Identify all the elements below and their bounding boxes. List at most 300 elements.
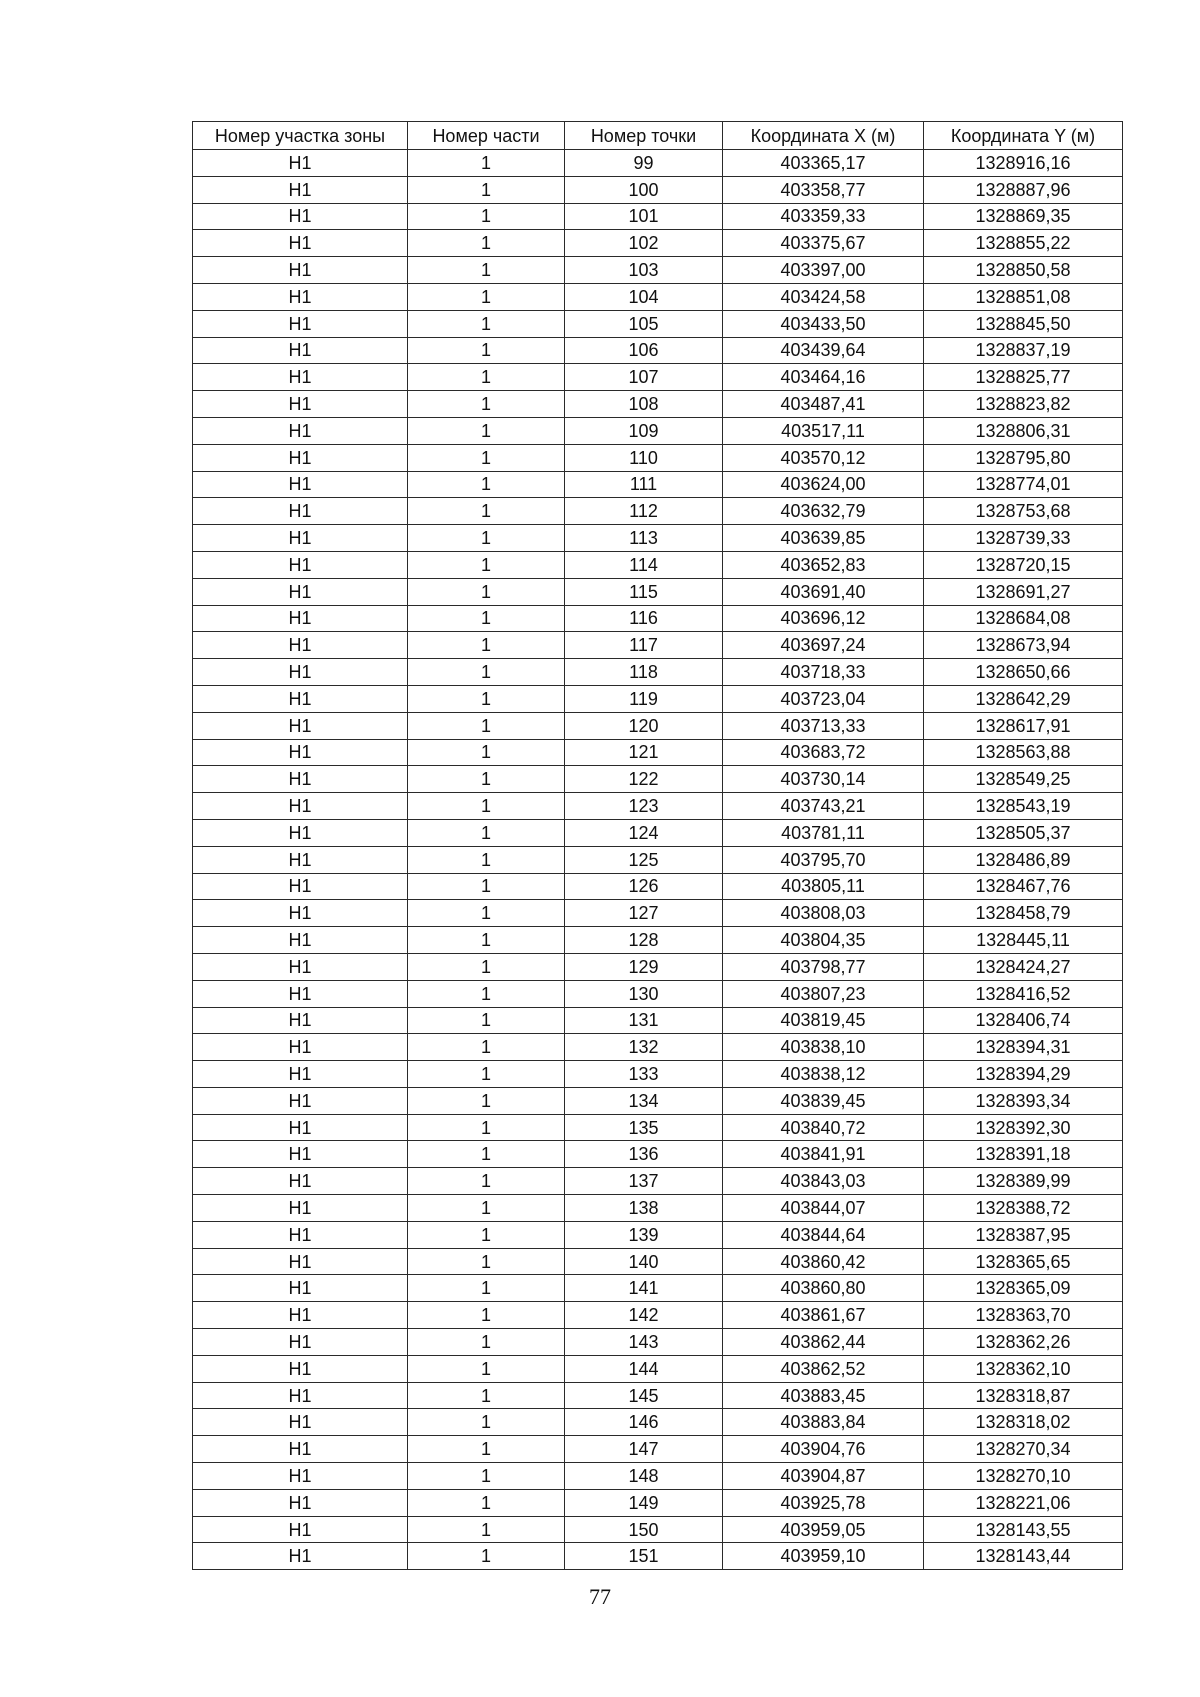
cell-point-number: 132: [565, 1034, 723, 1061]
table-row: [193, 150, 1123, 177]
cell-coordinate-x: 403860,80: [723, 1275, 924, 1302]
cell-zone-section: Н1: [193, 364, 408, 391]
cell-zone-section: Н1: [193, 1034, 408, 1061]
cell-coordinate-y: 1328851,08: [924, 283, 1123, 310]
cell-coordinate-x: 403839,45: [723, 1087, 924, 1114]
cell-point-number: 147: [565, 1436, 723, 1463]
cell-point-number: 136: [565, 1141, 723, 1168]
header-part-number: Номер части: [408, 122, 565, 150]
coordinates-table: [192, 121, 1123, 1570]
table-row: [193, 846, 1123, 873]
cell-coordinate-y: 1328362,26: [924, 1329, 1123, 1356]
cell-zone-section: Н1: [193, 873, 408, 900]
cell-coordinate-x: 403844,64: [723, 1221, 924, 1248]
cell-part-number: 1: [408, 1382, 565, 1409]
cell-point-number: 125: [565, 846, 723, 873]
cell-part-number: 1: [408, 766, 565, 793]
cell-coordinate-y: 1328143,44: [924, 1543, 1123, 1570]
table-row: [193, 685, 1123, 712]
table-row: [193, 793, 1123, 820]
table-row: [193, 873, 1123, 900]
cell-point-number: 137: [565, 1168, 723, 1195]
cell-coordinate-y: 1328774,01: [924, 471, 1123, 498]
cell-zone-section: Н1: [193, 1355, 408, 1382]
cell-zone-section: Н1: [193, 578, 408, 605]
header-coordinate-x: Координата X (м): [723, 122, 924, 150]
cell-point-number: 119: [565, 685, 723, 712]
cell-zone-section: Н1: [193, 1061, 408, 1088]
cell-point-number: 127: [565, 900, 723, 927]
cell-coordinate-y: 1328221,06: [924, 1489, 1123, 1516]
cell-point-number: 115: [565, 578, 723, 605]
cell-part-number: 1: [408, 525, 565, 552]
cell-zone-section: Н1: [193, 337, 408, 364]
cell-zone-section: Н1: [193, 176, 408, 203]
cell-part-number: 1: [408, 873, 565, 900]
cell-coordinate-y: 1328823,82: [924, 391, 1123, 418]
cell-coordinate-x: 403798,77: [723, 953, 924, 980]
cell-part-number: 1: [408, 953, 565, 980]
cell-part-number: 1: [408, 1034, 565, 1061]
table-row: [193, 1221, 1123, 1248]
cell-part-number: 1: [408, 1141, 565, 1168]
cell-coordinate-x: 403861,67: [723, 1302, 924, 1329]
cell-zone-section: Н1: [193, 819, 408, 846]
cell-part-number: 1: [408, 1087, 565, 1114]
cell-coordinate-y: 1328318,87: [924, 1382, 1123, 1409]
cell-coordinate-y: 1328445,11: [924, 927, 1123, 954]
table-row: [193, 551, 1123, 578]
table-row: [193, 1141, 1123, 1168]
cell-coordinate-x: 403838,12: [723, 1061, 924, 1088]
cell-point-number: 118: [565, 659, 723, 686]
cell-zone-section: Н1: [193, 766, 408, 793]
cell-coordinate-x: 403375,67: [723, 230, 924, 257]
cell-point-number: 151: [565, 1543, 723, 1570]
cell-part-number: 1: [408, 980, 565, 1007]
table-row: [193, 364, 1123, 391]
cell-zone-section: Н1: [193, 1409, 408, 1436]
cell-coordinate-y: 1328394,31: [924, 1034, 1123, 1061]
cell-part-number: 1: [408, 1302, 565, 1329]
cell-point-number: 100: [565, 176, 723, 203]
cell-point-number: 113: [565, 525, 723, 552]
cell-coordinate-x: 403883,45: [723, 1382, 924, 1409]
table-row: [193, 283, 1123, 310]
cell-coordinate-y: 1328650,66: [924, 659, 1123, 686]
cell-point-number: 123: [565, 793, 723, 820]
cell-zone-section: Н1: [193, 953, 408, 980]
cell-part-number: 1: [408, 1248, 565, 1275]
table-row: [193, 337, 1123, 364]
cell-part-number: 1: [408, 605, 565, 632]
cell-point-number: 108: [565, 391, 723, 418]
cell-part-number: 1: [408, 1489, 565, 1516]
cell-coordinate-y: 1328753,68: [924, 498, 1123, 525]
cell-coordinate-x: 403359,33: [723, 203, 924, 230]
cell-coordinate-y: 1328739,33: [924, 525, 1123, 552]
cell-coordinate-x: 403570,12: [723, 444, 924, 471]
cell-part-number: 1: [408, 1061, 565, 1088]
cell-point-number: 103: [565, 257, 723, 284]
cell-point-number: 134: [565, 1087, 723, 1114]
cell-coordinate-y: 1328617,91: [924, 712, 1123, 739]
table-row: [193, 417, 1123, 444]
cell-coordinate-x: 403358,77: [723, 176, 924, 203]
cell-coordinate-x: 403843,03: [723, 1168, 924, 1195]
cell-point-number: 126: [565, 873, 723, 900]
cell-coordinate-y: 1328684,08: [924, 605, 1123, 632]
header-coordinate-y: Координата Y (м): [924, 122, 1123, 150]
cell-point-number: 133: [565, 1061, 723, 1088]
cell-part-number: 1: [408, 498, 565, 525]
cell-part-number: 1: [408, 1436, 565, 1463]
cell-part-number: 1: [408, 551, 565, 578]
cell-coordinate-y: 1328467,76: [924, 873, 1123, 900]
table-body: [193, 150, 1123, 1570]
cell-zone-section: Н1: [193, 1463, 408, 1490]
table-row: [193, 1543, 1123, 1570]
cell-point-number: 143: [565, 1329, 723, 1356]
table-row: [193, 1195, 1123, 1222]
cell-zone-section: Н1: [193, 391, 408, 418]
cell-coordinate-x: 403862,44: [723, 1329, 924, 1356]
cell-zone-section: Н1: [193, 1382, 408, 1409]
table-row: [193, 1382, 1123, 1409]
cell-part-number: 1: [408, 257, 565, 284]
cell-part-number: 1: [408, 1543, 565, 1570]
table-row: [193, 1007, 1123, 1034]
table-row: [193, 927, 1123, 954]
cell-coordinate-y: 1328392,30: [924, 1114, 1123, 1141]
cell-coordinate-x: 403840,72: [723, 1114, 924, 1141]
cell-part-number: 1: [408, 417, 565, 444]
table-row: [193, 203, 1123, 230]
cell-zone-section: Н1: [193, 310, 408, 337]
cell-coordinate-y: 1328391,18: [924, 1141, 1123, 1168]
cell-coordinate-x: 403904,76: [723, 1436, 924, 1463]
cell-coordinate-y: 1328406,74: [924, 1007, 1123, 1034]
cell-part-number: 1: [408, 176, 565, 203]
cell-coordinate-y: 1328394,29: [924, 1061, 1123, 1088]
table-row: [193, 1436, 1123, 1463]
cell-zone-section: Н1: [193, 230, 408, 257]
cell-part-number: 1: [408, 150, 565, 177]
cell-zone-section: Н1: [193, 927, 408, 954]
cell-coordinate-y: 1328563,88: [924, 739, 1123, 766]
cell-point-number: 135: [565, 1114, 723, 1141]
table-row: [193, 1248, 1123, 1275]
cell-zone-section: Н1: [193, 1436, 408, 1463]
cell-part-number: 1: [408, 337, 565, 364]
cell-zone-section: Н1: [193, 1221, 408, 1248]
table-row: [193, 1355, 1123, 1382]
cell-zone-section: Н1: [193, 1543, 408, 1570]
table-row: [193, 230, 1123, 257]
cell-coordinate-y: 1328916,16: [924, 150, 1123, 177]
cell-part-number: 1: [408, 230, 565, 257]
cell-point-number: 139: [565, 1221, 723, 1248]
cell-zone-section: Н1: [193, 712, 408, 739]
cell-zone-section: Н1: [193, 1516, 408, 1543]
cell-coordinate-y: 1328543,19: [924, 793, 1123, 820]
cell-zone-section: Н1: [193, 150, 408, 177]
cell-zone-section: Н1: [193, 203, 408, 230]
cell-zone-section: Н1: [193, 1195, 408, 1222]
cell-point-number: 131: [565, 1007, 723, 1034]
cell-part-number: 1: [408, 203, 565, 230]
cell-coordinate-x: 403365,17: [723, 150, 924, 177]
cell-coordinate-y: 1328416,52: [924, 980, 1123, 1007]
cell-part-number: 1: [408, 283, 565, 310]
cell-point-number: 120: [565, 712, 723, 739]
cell-zone-section: Н1: [193, 1141, 408, 1168]
cell-coordinate-y: 1328362,10: [924, 1355, 1123, 1382]
cell-part-number: 1: [408, 1516, 565, 1543]
cell-part-number: 1: [408, 793, 565, 820]
cell-point-number: 105: [565, 310, 723, 337]
table-row: [193, 1516, 1123, 1543]
cell-zone-section: Н1: [193, 632, 408, 659]
cell-point-number: 150: [565, 1516, 723, 1543]
cell-part-number: 1: [408, 1463, 565, 1490]
table-row: [193, 1087, 1123, 1114]
table-row: [193, 659, 1123, 686]
cell-zone-section: Н1: [193, 659, 408, 686]
cell-point-number: 148: [565, 1463, 723, 1490]
cell-point-number: 102: [565, 230, 723, 257]
cell-zone-section: Н1: [193, 471, 408, 498]
table-row: [193, 1329, 1123, 1356]
cell-coordinate-y: 1328825,77: [924, 364, 1123, 391]
cell-zone-section: Н1: [193, 1329, 408, 1356]
table-row: [193, 605, 1123, 632]
cell-part-number: 1: [408, 1409, 565, 1436]
cell-coordinate-x: 403860,42: [723, 1248, 924, 1275]
table-row: [193, 1168, 1123, 1195]
cell-point-number: 149: [565, 1489, 723, 1516]
cell-coordinate-x: 403819,45: [723, 1007, 924, 1034]
cell-zone-section: Н1: [193, 551, 408, 578]
cell-part-number: 1: [408, 471, 565, 498]
cell-coordinate-x: 403904,87: [723, 1463, 924, 1490]
cell-coordinate-y: 1328270,10: [924, 1463, 1123, 1490]
cell-part-number: 1: [408, 712, 565, 739]
cell-coordinate-x: 403487,41: [723, 391, 924, 418]
cell-zone-section: Н1: [193, 1302, 408, 1329]
cell-coordinate-y: 1328855,22: [924, 230, 1123, 257]
cell-coordinate-x: 403433,50: [723, 310, 924, 337]
cell-coordinate-x: 403397,00: [723, 257, 924, 284]
cell-coordinate-x: 403844,07: [723, 1195, 924, 1222]
table-row: [193, 712, 1123, 739]
cell-zone-section: Н1: [193, 739, 408, 766]
cell-point-number: 99: [565, 150, 723, 177]
cell-point-number: 112: [565, 498, 723, 525]
cell-part-number: 1: [408, 685, 565, 712]
cell-coordinate-y: 1328806,31: [924, 417, 1123, 444]
cell-part-number: 1: [408, 659, 565, 686]
cell-point-number: 145: [565, 1382, 723, 1409]
table-header-row: [193, 122, 1123, 150]
cell-coordinate-y: 1328869,35: [924, 203, 1123, 230]
table-row: [193, 1114, 1123, 1141]
cell-part-number: 1: [408, 1355, 565, 1382]
cell-coordinate-x: 403730,14: [723, 766, 924, 793]
cell-coordinate-x: 403624,00: [723, 471, 924, 498]
cell-zone-section: Н1: [193, 283, 408, 310]
cell-point-number: 141: [565, 1275, 723, 1302]
cell-coordinate-y: 1328458,79: [924, 900, 1123, 927]
cell-point-number: 130: [565, 980, 723, 1007]
cell-point-number: 129: [565, 953, 723, 980]
cell-zone-section: Н1: [193, 525, 408, 552]
cell-coordinate-x: 403639,85: [723, 525, 924, 552]
table-row: [193, 257, 1123, 284]
cell-coordinate-x: 403808,03: [723, 900, 924, 927]
cell-zone-section: Н1: [193, 846, 408, 873]
cell-part-number: 1: [408, 927, 565, 954]
cell-coordinate-y: 1328642,29: [924, 685, 1123, 712]
cell-coordinate-y: 1328845,50: [924, 310, 1123, 337]
header-zone-section-number: Номер участка зоны: [193, 122, 408, 150]
cell-zone-section: Н1: [193, 1007, 408, 1034]
cell-coordinate-x: 403804,35: [723, 927, 924, 954]
cell-coordinate-y: 1328887,96: [924, 176, 1123, 203]
cell-coordinate-x: 403723,04: [723, 685, 924, 712]
cell-part-number: 1: [408, 1221, 565, 1248]
cell-part-number: 1: [408, 578, 565, 605]
cell-point-number: 104: [565, 283, 723, 310]
cell-coordinate-y: 1328850,58: [924, 257, 1123, 284]
table-row: [193, 1463, 1123, 1490]
cell-zone-section: Н1: [193, 1114, 408, 1141]
table-row: [193, 766, 1123, 793]
cell-coordinate-y: 1328795,80: [924, 444, 1123, 471]
cell-coordinate-x: 403925,78: [723, 1489, 924, 1516]
cell-point-number: 144: [565, 1355, 723, 1382]
cell-coordinate-x: 403424,58: [723, 283, 924, 310]
cell-zone-section: Н1: [193, 417, 408, 444]
cell-coordinate-x: 403743,21: [723, 793, 924, 820]
cell-coordinate-y: 1328486,89: [924, 846, 1123, 873]
cell-coordinate-x: 403862,52: [723, 1355, 924, 1382]
cell-zone-section: Н1: [193, 1087, 408, 1114]
cell-part-number: 1: [408, 1195, 565, 1222]
table-row: [193, 1275, 1123, 1302]
cell-coordinate-x: 403696,12: [723, 605, 924, 632]
cell-coordinate-y: 1328837,19: [924, 337, 1123, 364]
cell-coordinate-x: 403713,33: [723, 712, 924, 739]
cell-coordinate-y: 1328549,25: [924, 766, 1123, 793]
cell-point-number: 124: [565, 819, 723, 846]
cell-coordinate-x: 403652,83: [723, 551, 924, 578]
cell-coordinate-y: 1328505,37: [924, 819, 1123, 846]
cell-part-number: 1: [408, 391, 565, 418]
cell-coordinate-x: 403795,70: [723, 846, 924, 873]
cell-part-number: 1: [408, 632, 565, 659]
cell-part-number: 1: [408, 1329, 565, 1356]
cell-coordinate-x: 403439,64: [723, 337, 924, 364]
cell-coordinate-x: 403781,11: [723, 819, 924, 846]
cell-point-number: 109: [565, 417, 723, 444]
cell-coordinate-x: 403691,40: [723, 578, 924, 605]
cell-coordinate-x: 403805,11: [723, 873, 924, 900]
cell-coordinate-x: 403697,24: [723, 632, 924, 659]
table-row: [193, 900, 1123, 927]
cell-coordinate-x: 403959,10: [723, 1543, 924, 1570]
cell-point-number: 146: [565, 1409, 723, 1436]
page-number: 77: [589, 1584, 611, 1609]
cell-zone-section: Н1: [193, 900, 408, 927]
cell-coordinate-x: 403464,16: [723, 364, 924, 391]
cell-coordinate-x: 403632,79: [723, 498, 924, 525]
cell-coordinate-y: 1328365,09: [924, 1275, 1123, 1302]
table-row: [193, 1489, 1123, 1516]
table-row: [193, 498, 1123, 525]
cell-zone-section: Н1: [193, 1248, 408, 1275]
cell-point-number: 128: [565, 927, 723, 954]
cell-part-number: 1: [408, 1007, 565, 1034]
cell-zone-section: Н1: [193, 793, 408, 820]
table-row: [193, 632, 1123, 659]
cell-point-number: 106: [565, 337, 723, 364]
table-row: [193, 1302, 1123, 1329]
cell-zone-section: Н1: [193, 257, 408, 284]
table-row: [193, 1061, 1123, 1088]
cell-zone-section: Н1: [193, 1168, 408, 1195]
cell-point-number: 138: [565, 1195, 723, 1222]
cell-coordinate-y: 1328318,02: [924, 1409, 1123, 1436]
cell-part-number: 1: [408, 1114, 565, 1141]
cell-part-number: 1: [408, 739, 565, 766]
cell-zone-section: Н1: [193, 685, 408, 712]
cell-coordinate-x: 403838,10: [723, 1034, 924, 1061]
table-row: [193, 471, 1123, 498]
cell-coordinate-y: 1328143,55: [924, 1516, 1123, 1543]
cell-part-number: 1: [408, 846, 565, 873]
table-row: [193, 310, 1123, 337]
table-row: [193, 819, 1123, 846]
cell-point-number: 110: [565, 444, 723, 471]
cell-zone-section: Н1: [193, 980, 408, 1007]
table-row: [193, 525, 1123, 552]
cell-point-number: 114: [565, 551, 723, 578]
cell-coordinate-x: 403883,84: [723, 1409, 924, 1436]
cell-coordinate-y: 1328389,99: [924, 1168, 1123, 1195]
cell-coordinate-y: 1328720,15: [924, 551, 1123, 578]
cell-point-number: 142: [565, 1302, 723, 1329]
table-row: [193, 444, 1123, 471]
cell-coordinate-y: 1328365,65: [924, 1248, 1123, 1275]
cell-coordinate-x: 403718,33: [723, 659, 924, 686]
cell-zone-section: Н1: [193, 605, 408, 632]
cell-part-number: 1: [408, 900, 565, 927]
cell-point-number: 107: [565, 364, 723, 391]
table-row: [193, 176, 1123, 203]
cell-part-number: 1: [408, 364, 565, 391]
cell-coordinate-y: 1328388,72: [924, 1195, 1123, 1222]
cell-coordinate-y: 1328363,70: [924, 1302, 1123, 1329]
cell-coordinate-x: 403807,23: [723, 980, 924, 1007]
table-row: [193, 980, 1123, 1007]
cell-coordinate-y: 1328673,94: [924, 632, 1123, 659]
cell-coordinate-x: 403683,72: [723, 739, 924, 766]
table-row: [193, 1409, 1123, 1436]
cell-point-number: 122: [565, 766, 723, 793]
cell-point-number: 117: [565, 632, 723, 659]
cell-zone-section: Н1: [193, 444, 408, 471]
